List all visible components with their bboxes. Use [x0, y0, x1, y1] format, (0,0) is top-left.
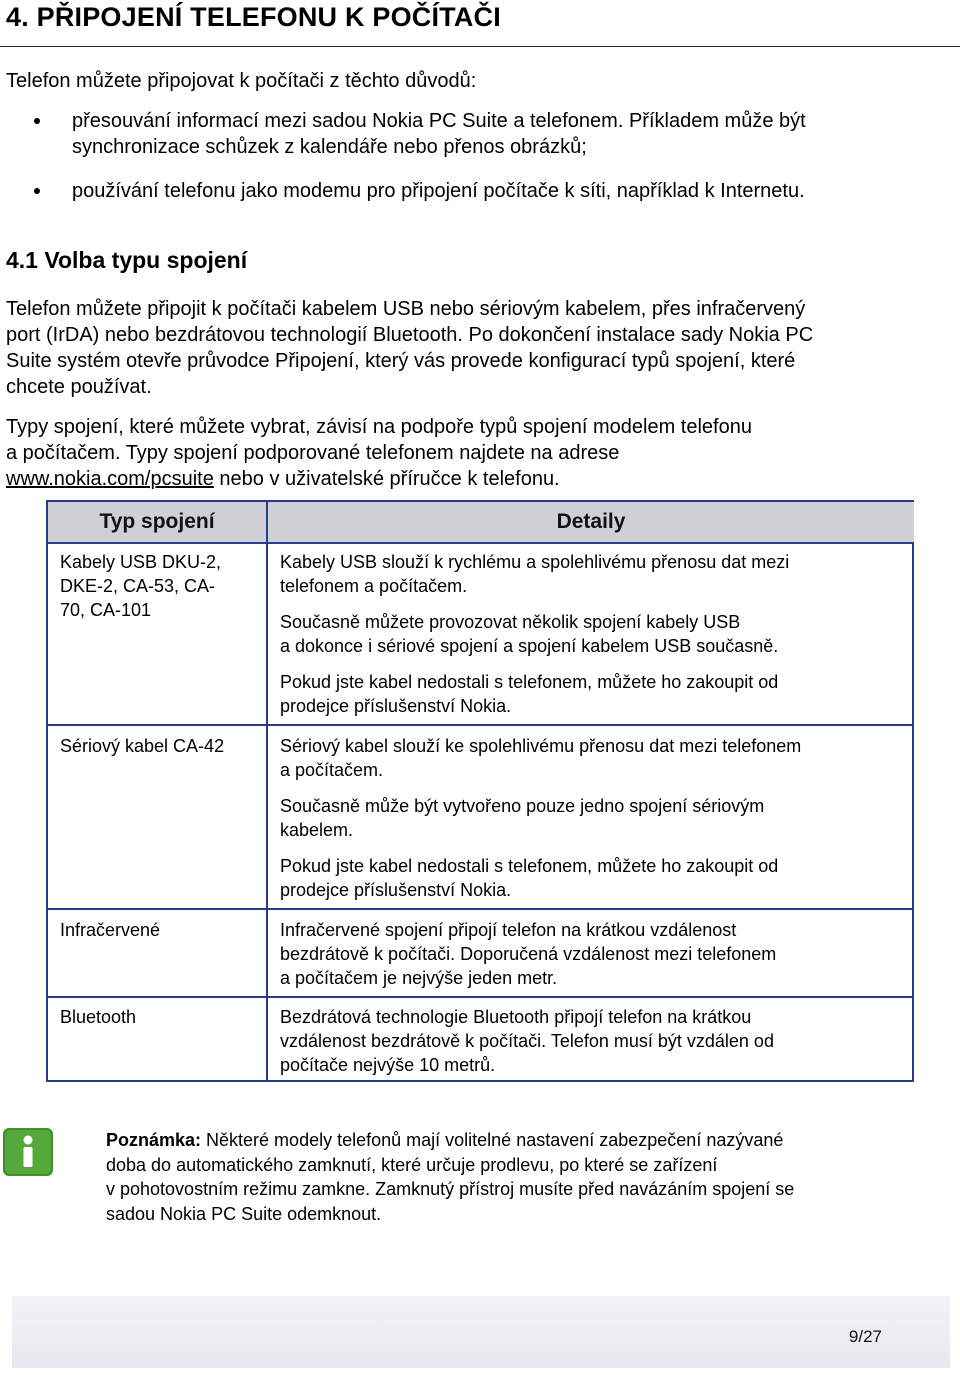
paragraph-line [6, 466, 936, 492]
list-item-text [72, 108, 942, 160]
table-row-type [60, 734, 260, 758]
paragraph-connection-support [6, 414, 936, 492]
note-line: v pohotovostním režimu zamkne. Zamknutý přístroj musíte před navázáním spojení se [106, 1179, 795, 1199]
bullet-icon [34, 188, 40, 194]
detail-line: kabelem. [280, 820, 354, 840]
pcsuite-link[interactable]: www.nokia.com/pcsuite [6, 468, 214, 490]
type-line: Sériový kabel CA-42 [60, 736, 225, 756]
detail-line: vzdálenost bezdrátově k počítači. Telefon musí být vzdálen od [280, 1031, 774, 1051]
section-title: 4.1 Volba typu spojení [6, 247, 248, 273]
paragraph-connection-options [6, 296, 936, 400]
list-item-text [72, 178, 942, 204]
list-item-line: synchronizace schůzek z kalendáře nebo přenos obrázků; [72, 136, 587, 158]
row-divider [48, 542, 912, 544]
list-item-line: používání telefonu jako modemu pro připojení počítače k síti, například k Internetu. [72, 180, 805, 202]
title-divider [0, 46, 960, 47]
table-row-details [280, 734, 910, 914]
detail-line: prodejce příslušenství Nokia. [280, 696, 512, 716]
note-line-text: Některé modely telefonů mají volitelné nastavení zabezpečení nazývané [201, 1130, 784, 1150]
list-item-line: přesouvání informací mezi sadou Nokia PC Suite a telefonem. Příkladem může být [72, 110, 806, 132]
detail-paragraph [280, 794, 910, 842]
paragraph-line: Suite systém otevře průvodce Připojení, který vás provede konfigurací typů spojení, které [6, 350, 796, 372]
type-line: Infračervené [60, 920, 161, 940]
detail-line: Bezdrátová technologie Bluetooth připojí telefon na krátkou [280, 1007, 752, 1027]
detail-line: Současně můžete provozovat několik spojení kabely USB [280, 612, 741, 632]
paragraph-line: chcete používat. [6, 376, 152, 398]
detail-line: bezdrátově k počítači. Doporučená vzdálenost mezi telefonem [280, 944, 777, 964]
type-line: Bluetooth [60, 1007, 137, 1027]
type-line: 70, CA-101 [60, 600, 152, 620]
note-line: sadou Nokia PC Suite odemknout. [106, 1203, 382, 1224]
detail-line: a počítačem. [280, 760, 384, 780]
detail-line: prodejce příslušenství Nokia. [280, 880, 512, 900]
connection-types-table [46, 500, 914, 1082]
type-line: DKE-2, CA-53, CA- [60, 576, 216, 596]
detail-line: Pokud jste kabel nedostali s telefonem, můžete ho zakoupit od [280, 856, 779, 876]
table-row-type [60, 1005, 260, 1029]
table-row-type [60, 918, 260, 942]
paragraph-line: a počítačem. Typy spojení podporované telefonem najdete na adrese [6, 442, 620, 464]
detail-line: Sériový kabel slouží ke spolehlivému přenosu dat mezi telefonem [280, 736, 802, 756]
detail-line: Současně může být vytvořeno pouze jedno spojení sériovým [280, 796, 765, 816]
detail-paragraph [280, 610, 910, 658]
detail-line: telefonem a počítačem. [280, 576, 468, 596]
detail-line: Kabely USB slouží k rychlému a spolehlivému přenosu dat mezi [280, 552, 790, 572]
info-icon-stem [24, 1147, 33, 1167]
detail-line: a počítačem je nejvýše jeden metr. [280, 968, 558, 988]
note-box [106, 1128, 916, 1226]
info-icon-dot [24, 1136, 33, 1145]
note-label: Poznámka: [106, 1130, 202, 1150]
detail-paragraph [280, 670, 910, 718]
detail-line: Pokud jste kabel nedostali s telefonem, můžete ho zakoupit od [280, 672, 779, 692]
table-header-details: Detaily [268, 502, 914, 542]
info-icon [2, 1127, 54, 1177]
note-line: doba do automatického zamknutí, které určuje prodlevu, po které se zařízení [106, 1154, 718, 1175]
column-divider [266, 502, 268, 1080]
table-row-details [280, 918, 910, 1002]
detail-line: a dokonce i sériové spojení a spojení kabelem USB současně. [280, 636, 779, 656]
detail-paragraph [280, 1005, 910, 1077]
table-row-details [280, 1005, 910, 1089]
table-header-type: Typ spojení [48, 502, 266, 542]
table-row-details [280, 550, 910, 730]
table-row-type [60, 550, 260, 622]
intro-text: Telefon můžete připojovat k počítači z těchto důvodů: [6, 70, 477, 92]
detail-line: Infračervené spojení připojí telefon na krátkou vzdálenost [280, 920, 737, 940]
paragraph-line: Telefon můžete připojit k počítači kabelem USB nebo sériovým kabelem, přes infračervený [6, 298, 806, 320]
detail-paragraph [280, 734, 910, 782]
detail-paragraph [280, 918, 910, 990]
footer-bar [12, 1296, 950, 1368]
detail-line: počítače nejvýše 10 metrů. [280, 1055, 496, 1075]
type-line: Kabely USB DKU-2, [60, 552, 222, 572]
bullet-icon [34, 118, 40, 124]
note-line [106, 1128, 916, 1153]
paragraph-line-rest: nebo v uživatelské příručce k telefonu. [213, 468, 560, 490]
detail-paragraph [280, 550, 910, 598]
detail-paragraph [280, 854, 910, 902]
paragraph-line: port (IrDA) nebo bezdrátovou technologií Bluetooth. Po dokončení instalace sady Nokia PC [6, 324, 814, 346]
paragraph-line: Typy spojení, které můžete vybrat, závisí na podpoře typů spojení modelem telefonu [6, 416, 752, 438]
chapter-title: 4. PŘIPOJENÍ TELEFONU K POČÍTAČI [6, 2, 501, 32]
page-number: 9/27 [848, 1327, 882, 1346]
